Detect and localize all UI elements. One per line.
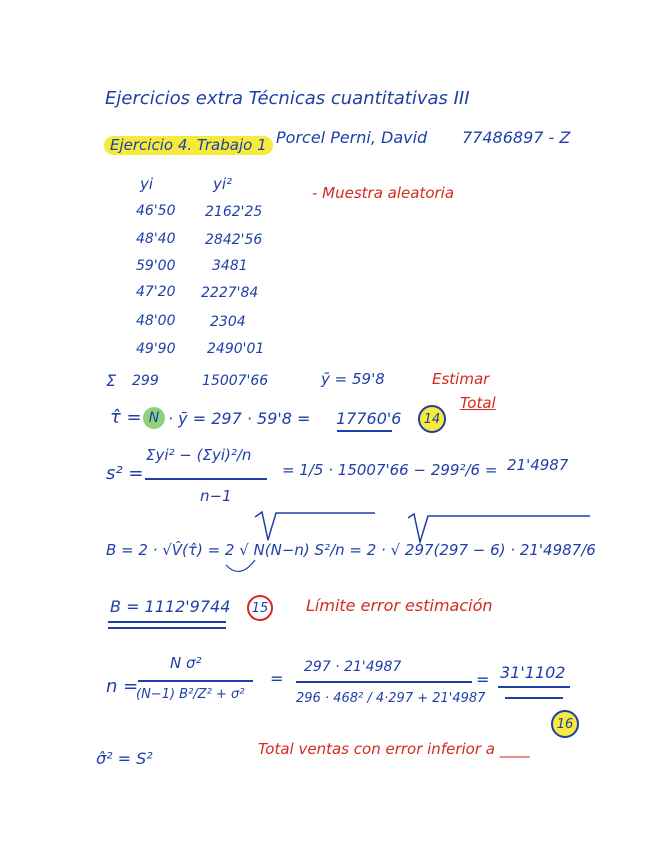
points-badge: 14 [418, 405, 446, 433]
n-denominator-values: 296 · 468² / 4·297 + 21'4987 [296, 691, 486, 706]
points-badge: 16 [551, 710, 579, 738]
table-cell: 3481 [212, 258, 248, 274]
sum-yi2: 15007'66 [202, 373, 269, 389]
tau-result: 17760'6 [336, 409, 402, 428]
n-numerator-values: 297 · 21'4987 [304, 659, 402, 675]
table-cell: 2227'84 [201, 285, 259, 301]
sum-symbol: Σ [106, 371, 117, 390]
col-yi-header: yi [140, 175, 154, 193]
table-cell: 49'90 [136, 341, 176, 357]
n-symbol: N [148, 410, 160, 426]
s2-result: 21'4987 [507, 456, 569, 474]
sample-note: - Muestra aleatoria [312, 184, 455, 202]
table-cell: 47'20 [136, 284, 176, 300]
table-cell: 2842'56 [205, 232, 263, 248]
n-lhs: n = [106, 676, 139, 697]
total-note: Total [460, 394, 496, 412]
id-number: 77486897 - Z [462, 128, 571, 147]
exercise-label: Ejercicio 4. Trabajo 1 [104, 136, 273, 155]
sigma-line: σ̂² = S² [96, 749, 153, 768]
underline-stroke [226, 560, 255, 571]
ybar-equation: ȳ = 59'8 [321, 370, 385, 388]
points-badge: 15 [247, 595, 273, 621]
table-cell: 59'00 [136, 258, 176, 274]
table-cell: 2490'01 [207, 341, 265, 357]
bound-label: Límite error estimación [306, 596, 493, 615]
estimar-note: Estimar [432, 370, 490, 388]
bound-formula: B = 2 · √V̂(τ̂) = 2 √ N(N−n) S²/n = 2 · √ 297(297 − 6) · 21'4987/6 [106, 541, 596, 559]
table-cell: 48'40 [136, 231, 176, 247]
s2-denominator: n−1 [200, 487, 232, 505]
s2-expression: = 1/5 · 15007'66 − 299²/6 = [282, 461, 498, 479]
n-numerator: N σ² [170, 654, 202, 672]
table-cell: 2162'25 [205, 204, 263, 220]
author-name: Porcel Perni, David [276, 128, 428, 147]
tau-expression: · ȳ = 297 · 59'8 = [168, 409, 311, 428]
page-title: Ejercicios extra Técnicas cuantitativas III [105, 88, 470, 109]
n-result: 31'1102 [500, 663, 566, 682]
table-cell: 48'00 [136, 313, 176, 329]
table-cell: 2304 [210, 314, 246, 330]
s2-numerator: Σyi² − (Σyi)²/n [146, 446, 252, 464]
equals-sign: = [476, 670, 490, 689]
col-yi2-header: yi² [213, 175, 233, 193]
final-note: Total ventas con error inferior a ____ [258, 740, 530, 758]
radical-sign [408, 514, 590, 542]
s2-lhs: s² = [106, 463, 144, 484]
bound-result: B = 1112'9744 [110, 597, 231, 616]
tau-lhs: τ̂ = [110, 407, 142, 428]
radical-sign [255, 512, 375, 540]
sum-yi: 299 [132, 373, 159, 389]
equals-sign: = [270, 669, 284, 688]
n-denominator: (N−1) B²/Z² + σ² [136, 687, 245, 702]
table-cell: 46'50 [136, 203, 176, 219]
